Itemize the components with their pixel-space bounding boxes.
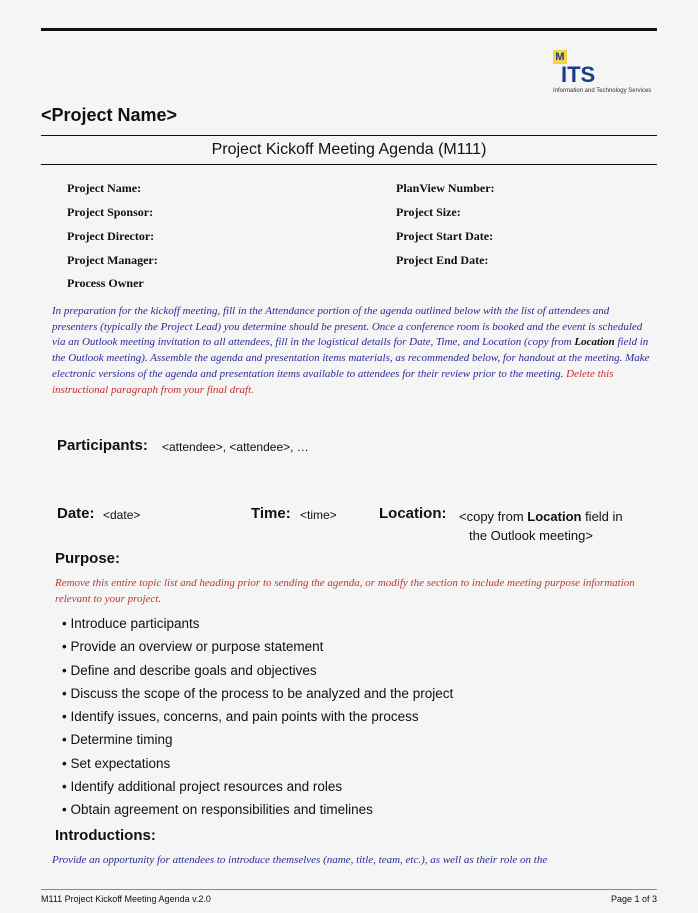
top-rule <box>41 28 657 31</box>
introductions-heading: Introductions: <box>55 827 156 844</box>
its-logo <box>553 50 673 100</box>
list-item: • Discuss the scope of the process to be analyzed and the project <box>62 682 453 705</box>
loc-text: the Outlook meeting> <box>469 528 593 543</box>
instr-delete-note: Delete this instructional paragraph from your final draft. <box>52 367 614 396</box>
field-project-name: Project Name: <box>67 181 142 195</box>
project-name-heading: <Project Name> <box>41 105 178 125</box>
field-end-date: Project End Date: <box>396 253 489 267</box>
logo-m: M <box>553 50 567 64</box>
introductions-note: Provide an opportunity for attendees to introduce themselves (name, title, team, etc.), as well as their role on the <box>52 854 548 866</box>
footer-doc-name: M111 Project Kickoff Meeting Agenda v.2.0 <box>41 894 211 904</box>
divider <box>41 164 657 165</box>
field-project-size: Project Size: <box>396 205 461 219</box>
location-value <box>459 507 623 545</box>
list-item: • Provide an overview or purpose statement <box>62 635 453 658</box>
field-start-date: Project Start Date: <box>396 229 494 243</box>
date-value: <date> <box>103 508 141 522</box>
loc-text: <copy from <box>459 509 528 524</box>
location-label: Location: <box>379 505 447 522</box>
loc-bold: Location <box>527 509 582 524</box>
field-project-manager: Project Manager: <box>67 253 158 267</box>
list-item: • Define and describe goals and objectives <box>62 659 453 682</box>
date-label: Date: <box>57 505 95 522</box>
list-item: • Set expectations <box>62 752 453 775</box>
participants-value: <attendee>, <attendee>, … <box>162 440 309 454</box>
participants-label: Participants: <box>57 437 148 454</box>
field-process-owner: Process Owner <box>67 276 144 290</box>
instr-bold: Location <box>574 336 615 349</box>
footer-rule <box>41 889 657 890</box>
document-title: Project Kickoff Meeting Agenda (M111) <box>211 141 487 158</box>
divider <box>41 135 657 136</box>
loc-text: field in <box>581 509 623 524</box>
instruction-paragraph <box>52 304 652 398</box>
field-project-director: Project Director: <box>67 229 155 243</box>
list-item: • Introduce participants <box>62 612 453 635</box>
time-value: <time> <box>300 508 337 522</box>
instr-text: field in the Outlook meeting). Assemble the agenda and presentation items materials, as recommended below, for handout at the meeting. Make electronic versions of the agenda and presentation items available to attendees for their review prior to the meeting. <box>52 336 650 380</box>
logo-its: ITS <box>561 62 596 87</box>
purpose-note: Remove this entire topic list and heading prior to sending the agenda, or modify the section to include meeting purpose information relevant to your project. <box>55 577 635 605</box>
field-project-sponsor: Project Sponsor: <box>67 205 154 219</box>
instr-text: In preparation for the kickoff meeting, fill in the Attendance portion of the agenda outlined below with the list of attendees and presenters (typically the Project Lead) you determine should be present. Once a conference room is booked and the event is scheduled via an Outlook meeting invitation to all attendees, fill in the logistical details for Date, Time, and Location (copy from <box>52 305 643 349</box>
list-item: • Identify additional project resources and roles <box>62 775 453 798</box>
purpose-list <box>62 612 453 822</box>
logo-subtitle: Information and Technology Services <box>553 88 652 94</box>
footer-page-number: Page 1 of 3 <box>610 894 657 904</box>
purpose-heading: Purpose: <box>55 550 121 567</box>
field-planview-number: PlanView Number: <box>396 181 495 195</box>
list-item: • Identify issues, concerns, and pain points with the process <box>62 705 453 728</box>
time-label: Time: <box>251 505 291 522</box>
list-item: • Obtain agreement on responsibilities and timelines <box>62 798 453 821</box>
list-item: • Determine timing <box>62 728 453 751</box>
